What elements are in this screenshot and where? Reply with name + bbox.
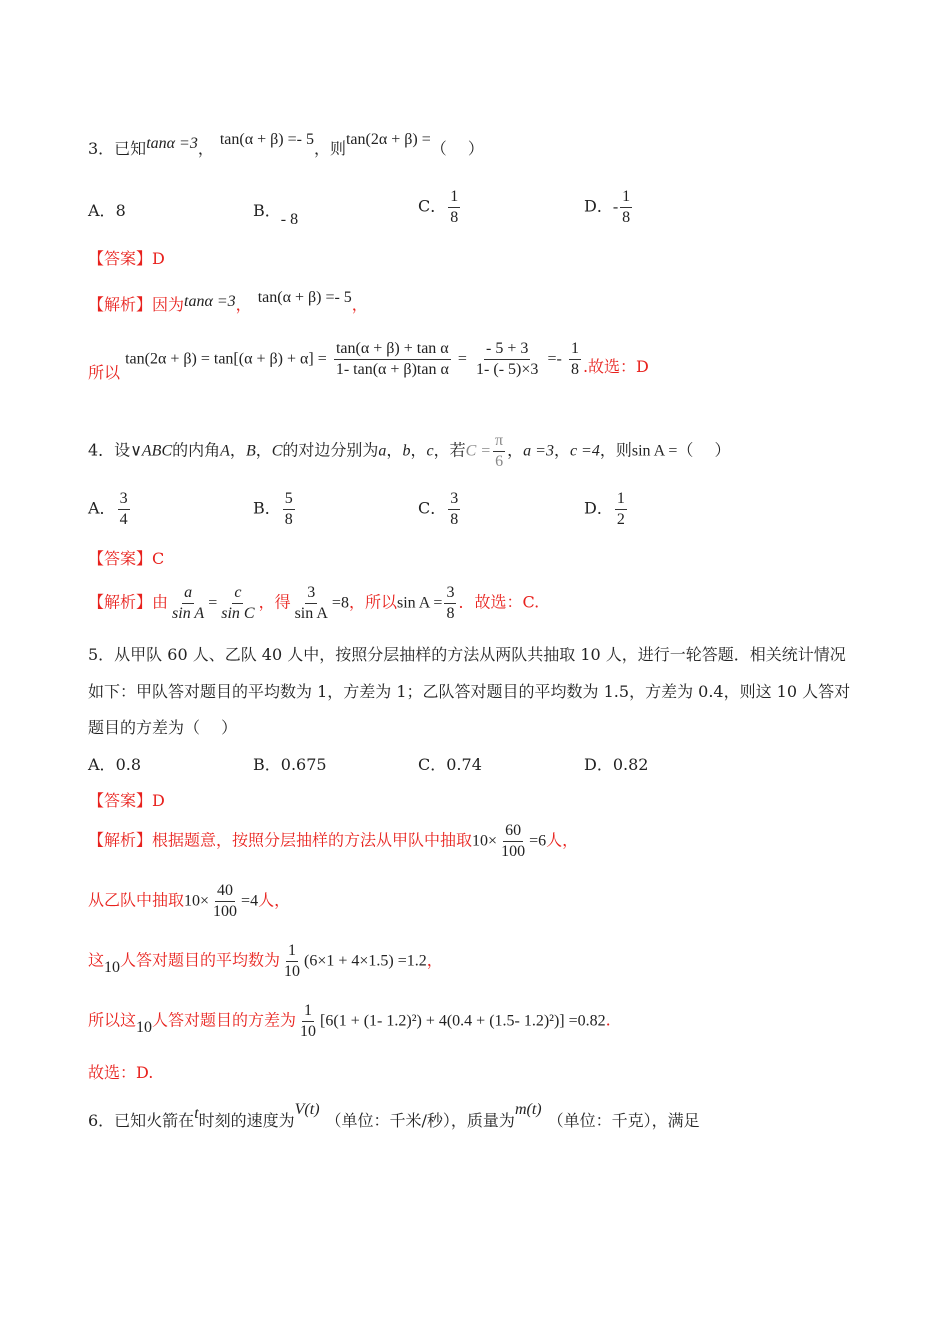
q5-option-d: D．0.82 (584, 755, 649, 774)
q5-analysis-line3: 这10人答对题目的平均数为 $\frac{1}{10}$ (6×1 + 4×1.5) =1.2， (88, 942, 443, 980)
q3-sep1: ， (197, 139, 214, 158)
q5-analysis-line1: 【解析】根据题意，按照分层抽样的方法从甲队中抽取10× $\frac{60}{100}$ =6人， (88, 822, 579, 860)
q3-option-d: D．- $\frac{1}{8}$ (584, 188, 631, 226)
q4-option-a: A． $\frac{3}{4}$ (88, 490, 128, 528)
q5-analysis-line2: 从乙队中抽取10× $\frac{40}{100}$ =4人， (88, 882, 291, 920)
q5-final: 故选：D. (88, 1063, 154, 1082)
q5-stem-line1: 5．从甲队 60 人、乙队 40 人中，按照分层抽样的方法从两队共抽取 10 人，进行一轮答题．相关统计情况 (88, 645, 846, 664)
q4-option-d: D． $\frac{1}{2}$ (584, 490, 625, 528)
q3-option-c: C． $\frac{1}{8}$ (418, 188, 459, 226)
q5-stem-line2: 如下：甲队答对题目的平均数为 1，方差为 1；乙队答对题目的平均数为 1.5，方差为 0.4，则这 10 人答对 (88, 682, 851, 701)
q3-prefix: 3．已知 (88, 139, 147, 158)
q4-option-b: B． $\frac{5}{8}$ (253, 490, 293, 528)
q3-stem (88, 131, 484, 161)
q4-answer: 【答案】C (88, 549, 165, 568)
q5-stem-line3: 题目的方差为（ ） (88, 718, 238, 737)
q5-analysis-line4: 所以这10人答对题目的方差为 $\frac{1}{10}$ [6(1 + (1- 1.2)²) + 4(0.4 + (1.5- 1.2)²)] =0.82. (88, 1002, 611, 1040)
q4-option-c: C． $\frac{3}{8}$ (418, 490, 459, 528)
q3-option-b: B．- 8 (253, 201, 299, 228)
q3-analysis-equation: 所以 tan(2α + β) = tan[(α + β) + α] = $\frac{\text{tan(α + β) + tan α}}{\text{1- tan(α + β)tan α}}$ = $\frac{- 5 + 3}{1- (- 5)\times 3}$ =- $\frac{1}{8}$ .故选：D (88, 340, 649, 382)
q5-option-c: C．0.74 (418, 755, 482, 774)
q4-analysis: 【解析】由 $\frac{a}{\text{sin A}}$ = $\frac{c}{\text{sin C}}$ ，得 $\frac{3}{\text{sin A}}$ =8，所以sin A = $\frac{3}{8}$ ．故选：C. (88, 584, 540, 622)
q5-answer: 【答案】D (88, 791, 165, 810)
q3-option-a: A．8 (88, 201, 126, 220)
q3-cond1: tanα =3 (146, 135, 198, 152)
q6-stem: 6．已知火箭在t时刻的速度为V(t)（单位：千米/秒），质量为m(t)（单位：千克），满足 (88, 1101, 700, 1130)
q3-analysis-line1: 【解析】因为tanα =3， tan(α + β) =- 5， (88, 289, 368, 314)
q3-blank: （ ） (430, 139, 484, 158)
q3-answer: 【答案】D (88, 249, 165, 268)
q3-target: tan(2α + β) = (345, 131, 431, 148)
q3-sep2: ，则 (313, 139, 346, 158)
q4-stem: 4．设∨ABC的内角A，B，C的对边分别为a，b，c，若C = $\frac{\pi}{6}$ ，a =3，c =4，则sin A =（ ） (88, 432, 731, 470)
q5-option-b: B．0.675 (253, 755, 327, 774)
q5-option-a: A．0.8 (88, 755, 142, 774)
q3-cond2: tan(α + β) =- 5 (219, 131, 314, 148)
